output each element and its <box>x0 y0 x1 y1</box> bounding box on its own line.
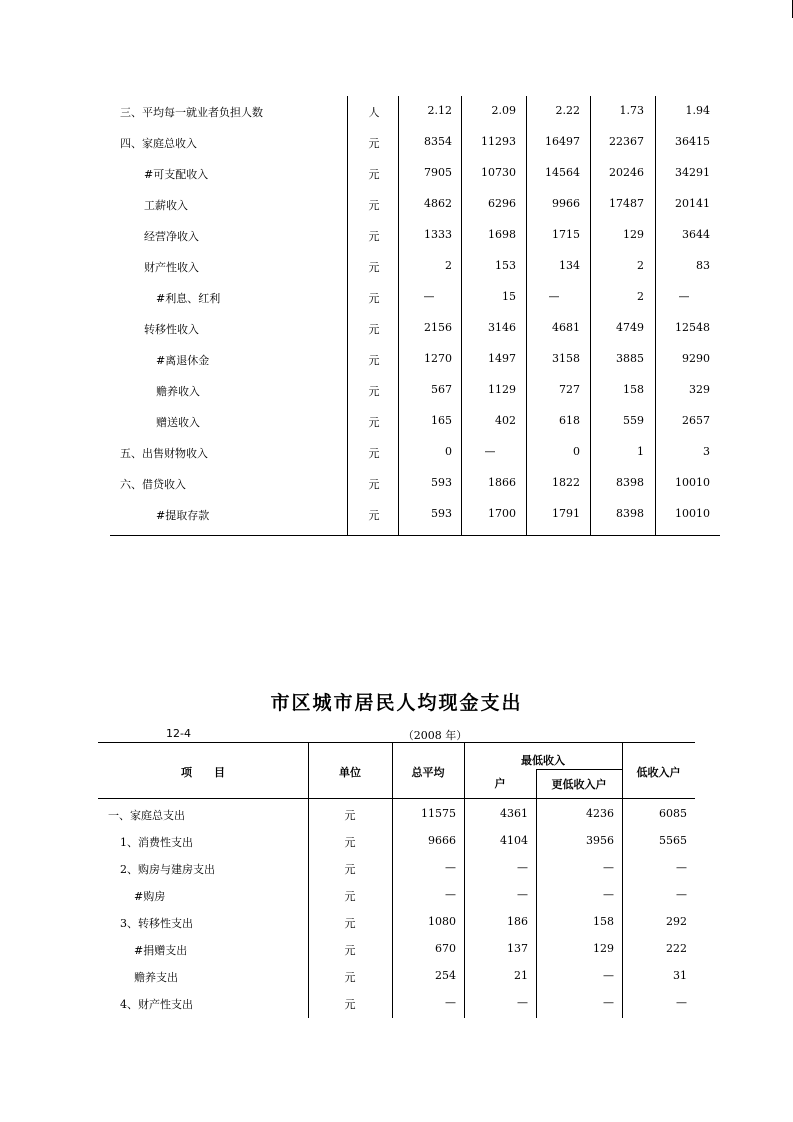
row-unit: 元 <box>344 863 356 876</box>
row-value: 165 <box>431 414 452 427</box>
row-value: — <box>445 861 456 874</box>
income-table <box>110 96 720 536</box>
row-value: — <box>678 290 690 303</box>
row-unit: 元 <box>344 971 356 984</box>
row-value: 2.22 <box>555 104 580 117</box>
table-bottom-rule <box>110 535 720 536</box>
row-value: 10010 <box>675 507 710 520</box>
row-value: 9290 <box>682 352 710 365</box>
header-unit: 单位 <box>339 766 361 779</box>
row-value: — <box>676 888 687 901</box>
row-value: 20141 <box>675 197 710 210</box>
row-value: 1333 <box>424 228 452 241</box>
row-value: 158 <box>623 383 644 396</box>
row-value: 670 <box>435 942 456 955</box>
row-value: — <box>603 861 614 874</box>
row-label: 六、借贷收入 <box>120 478 186 491</box>
row-label: 经营净收入 <box>144 230 199 243</box>
row-unit: 元 <box>368 323 380 336</box>
row-value: 1700 <box>488 507 516 520</box>
row-value: 1080 <box>428 915 456 928</box>
row-value: 9966 <box>552 197 580 210</box>
row-value: 8354 <box>424 135 452 148</box>
row-value: 11575 <box>421 807 456 820</box>
row-label: #利息、红利 <box>156 292 221 305</box>
row-value: 3644 <box>682 228 710 241</box>
row-value: — <box>517 861 528 874</box>
row-value: 186 <box>507 915 528 928</box>
row-label: 赡养收入 <box>156 385 200 398</box>
row-label: 一、家庭总支出 <box>108 809 185 822</box>
row-value: 7905 <box>424 166 452 179</box>
table-code: 12-4 <box>166 727 191 740</box>
row-value: 8398 <box>616 507 644 520</box>
row-label: 四、家庭总收入 <box>120 137 197 150</box>
row-value: 2 <box>637 259 644 272</box>
table-row <box>110 313 720 344</box>
row-unit: 元 <box>368 292 380 305</box>
table-year: （2008 年） <box>402 729 468 742</box>
table-row <box>110 96 720 127</box>
row-value: 4749 <box>616 321 644 334</box>
row-value: 329 <box>689 383 710 396</box>
row-value: — <box>603 969 614 982</box>
row-value: 0 <box>445 445 452 458</box>
row-value: — <box>445 888 456 901</box>
row-unit: 元 <box>368 416 380 429</box>
row-value: 153 <box>495 259 516 272</box>
row-value: 1866 <box>488 476 516 489</box>
row-value: 8398 <box>616 476 644 489</box>
row-value: 567 <box>431 383 452 396</box>
row-unit: 元 <box>368 509 380 522</box>
row-value: 2 <box>637 290 644 303</box>
row-unit: 元 <box>344 809 356 822</box>
row-value: 4104 <box>500 834 528 847</box>
row-value: 222 <box>666 942 687 955</box>
row-value: 2.09 <box>491 104 516 117</box>
row-unit: 元 <box>344 944 356 957</box>
row-value: 10010 <box>675 476 710 489</box>
row-value: 6085 <box>659 807 687 820</box>
row-value: 17487 <box>609 197 644 210</box>
row-value: 129 <box>623 228 644 241</box>
row-value: 2657 <box>682 414 710 427</box>
header-lowest-income: 最低收入 <box>521 754 565 767</box>
row-label: 工薪收入 <box>144 199 188 212</box>
row-value: 3885 <box>616 352 644 365</box>
row-value: 1.94 <box>685 104 710 117</box>
row-value: 2.12 <box>427 104 452 117</box>
row-value: 1698 <box>488 228 516 241</box>
table-row <box>110 406 720 437</box>
row-label: 三、平均每一就业者负担人数 <box>120 106 263 119</box>
row-value: 9666 <box>428 834 456 847</box>
row-unit: 元 <box>368 261 380 274</box>
row-value: 158 <box>593 915 614 928</box>
row-value: 134 <box>559 259 580 272</box>
row-label: 4、财产性支出 <box>120 998 193 1011</box>
table-row <box>110 437 720 468</box>
row-label: 转移性收入 <box>144 323 199 336</box>
row-value: 4681 <box>552 321 580 334</box>
row-value: — <box>548 290 560 303</box>
row-value: 20246 <box>609 166 644 179</box>
row-value: 4361 <box>500 807 528 820</box>
row-value: — <box>676 861 687 874</box>
row-value: 11293 <box>481 135 516 148</box>
row-value: 1715 <box>552 228 580 241</box>
row-value: 12548 <box>675 321 710 334</box>
table-row <box>110 220 720 251</box>
row-unit: 元 <box>368 385 380 398</box>
table-row <box>110 375 720 406</box>
row-value: 1270 <box>424 352 452 365</box>
row-value: 727 <box>559 383 580 396</box>
table-row <box>98 961 695 988</box>
table-row <box>98 907 695 934</box>
row-unit: 元 <box>344 890 356 903</box>
row-label: 赡养支出 <box>134 971 178 984</box>
header-split-rule <box>536 769 622 770</box>
table-row <box>110 127 720 158</box>
row-label: #提取存款 <box>156 509 210 522</box>
row-unit: 元 <box>368 137 380 150</box>
row-value: 6296 <box>488 197 516 210</box>
table-row <box>110 158 720 189</box>
table-row <box>98 853 695 880</box>
row-value: 4236 <box>586 807 614 820</box>
row-label: #购房 <box>134 890 166 903</box>
table-row <box>110 499 720 530</box>
row-value: 618 <box>559 414 580 427</box>
row-value: 14564 <box>545 166 580 179</box>
table-row <box>98 799 695 826</box>
table-row <box>98 826 695 853</box>
table-row <box>98 934 695 961</box>
row-unit: 元 <box>344 836 356 849</box>
row-value: 1497 <box>488 352 516 365</box>
row-value: 1822 <box>552 476 580 489</box>
row-value: — <box>517 996 528 1009</box>
header-low-income: 低收入户 <box>636 766 681 779</box>
row-label: #可支配收入 <box>144 168 209 181</box>
row-label: #离退休金 <box>156 354 210 367</box>
row-unit: 人 <box>368 106 380 119</box>
table-row <box>110 251 720 282</box>
row-value: 593 <box>431 476 452 489</box>
row-value: 83 <box>696 259 710 272</box>
row-unit: 元 <box>368 478 380 491</box>
row-value: 4862 <box>424 197 452 210</box>
row-unit: 元 <box>368 354 380 367</box>
table-row <box>110 468 720 499</box>
header-average: 总平均 <box>411 766 445 779</box>
row-value: 31 <box>673 969 687 982</box>
header-item: 项 目 <box>181 766 225 779</box>
row-value: — <box>603 996 614 1009</box>
row-label: 3、转移性支出 <box>120 917 193 930</box>
row-label: 1、消费性支出 <box>120 836 193 849</box>
row-unit: 元 <box>368 447 380 460</box>
row-value: 10730 <box>481 166 516 179</box>
row-value: 1.73 <box>619 104 644 117</box>
row-value: 129 <box>593 942 614 955</box>
table-row <box>98 988 695 1015</box>
row-value: 3146 <box>488 321 516 334</box>
row-value: 402 <box>495 414 516 427</box>
row-value: — <box>603 888 614 901</box>
row-value: 1129 <box>488 383 516 396</box>
row-value: 593 <box>431 507 452 520</box>
table-row <box>98 880 695 907</box>
table-row <box>110 282 720 313</box>
row-value: — <box>445 996 456 1009</box>
row-value: 137 <box>507 942 528 955</box>
row-value: 1791 <box>552 507 580 520</box>
table-top-rule <box>98 742 695 743</box>
table-row <box>110 189 720 220</box>
row-value: 1 <box>637 445 644 458</box>
header-lower-income: 更低收入户 <box>551 778 607 791</box>
row-value: 34291 <box>675 166 710 179</box>
row-value: 0 <box>573 445 580 458</box>
row-value: 5565 <box>659 834 687 847</box>
row-label: 财产性收入 <box>144 261 199 274</box>
row-value: — <box>676 996 687 1009</box>
table-row <box>110 344 720 375</box>
row-value: 36415 <box>675 135 710 148</box>
row-value: 16497 <box>545 135 580 148</box>
row-label: #捐赠支出 <box>134 944 188 957</box>
row-value: 21 <box>514 969 528 982</box>
row-value: — <box>517 888 528 901</box>
header-lowest-income-line2: 户 <box>494 777 506 790</box>
row-unit: 元 <box>344 917 356 930</box>
row-value: — <box>484 445 496 458</box>
row-label: 2、购房与建房支出 <box>120 863 215 876</box>
row-value: 2156 <box>424 321 452 334</box>
expenditure-table <box>98 742 695 1018</box>
expenditure-table-title: 市区城市居民人均现金支出 <box>270 692 523 714</box>
row-unit: 元 <box>368 199 380 212</box>
row-value: — <box>423 290 435 303</box>
row-value: 3 <box>703 445 710 458</box>
row-value: 254 <box>435 969 456 982</box>
row-value: 3956 <box>586 834 614 847</box>
row-unit: 元 <box>344 998 356 1011</box>
row-value: 3158 <box>552 352 580 365</box>
row-label: 赠送收入 <box>156 416 200 429</box>
row-value: 292 <box>666 915 687 928</box>
row-value: 22367 <box>609 135 644 148</box>
row-value: 2 <box>445 259 452 272</box>
row-value: 15 <box>502 290 516 303</box>
row-unit: 元 <box>368 168 380 181</box>
row-value: 559 <box>623 414 644 427</box>
row-label: 五、出售财物收入 <box>120 447 208 460</box>
row-unit: 元 <box>368 230 380 243</box>
